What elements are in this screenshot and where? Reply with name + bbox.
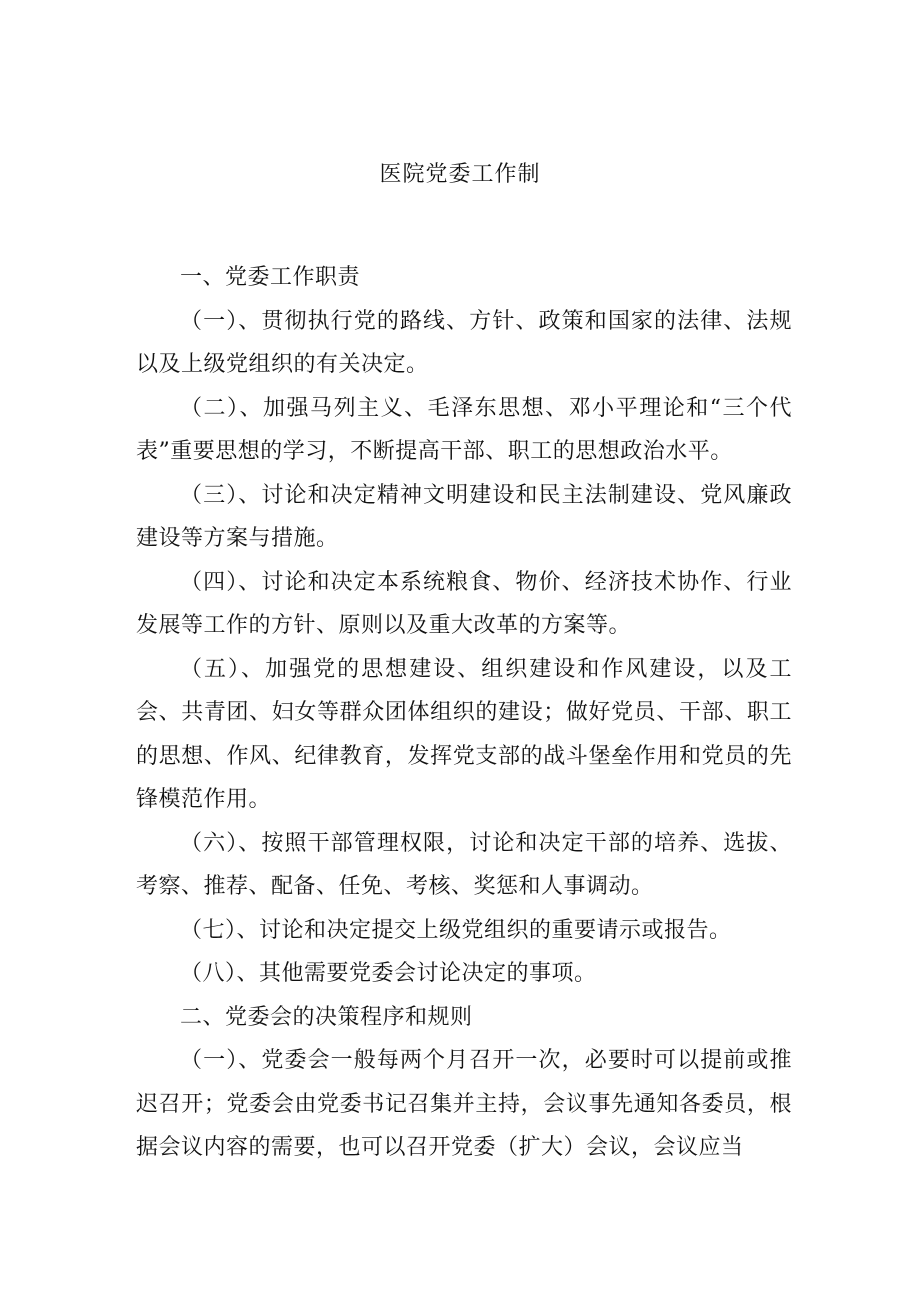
section1-item-4: （四）、讨论和决定本系统粮食、物价、经济技术协作、行业发展等工作的方针、原则以及重大改革的方案等。 xyxy=(136,569,792,638)
section1-item-8: （八）、其他需要党委会讨论决定的事项。 xyxy=(180,961,597,986)
section1-item-2: （二）、加强马列主义、毛泽东思想、邓小平理论和“三个代表”重要思想的学习，不断提高干部、职工的思想政治水平。 xyxy=(136,395,792,464)
section-heading-1: 一、党委工作职责 xyxy=(180,265,361,290)
section2-item-1: （一）、党委会一般每两个月召开一次，必要时可以提前或推迟召开；党委会由党委书记召集并主持，会议事先通知各委员，根据会议内容的需要，也可以召开党委（扩大）会议，会议应当 xyxy=(136,1048,792,1160)
document-title: 医院党委工作制 xyxy=(379,162,541,187)
section1-item-7: （七）、讨论和决定提交上级党组织的重要请示或报告。 xyxy=(180,917,732,943)
document-body xyxy=(136,256,792,1170)
section1-item-5: （五）、加强党的思想建设、组织建设和作风建设，以及工会、共青团、妇女等群众团体组织的建设；做好党员、干部、职工的思想、作风、纪律教育，发挥党支部的战斗堡垒作用和党员的先锋模范作用。 xyxy=(136,656,792,812)
section1-item-1: （一）、贯彻执行党的路线、方针、政策和国家的法律、法规以及上级党组织的有关决定。 xyxy=(136,308,792,377)
section1-item-6: （六）、按照干部管理权限，讨论和决定干部的培养、选拔、考察、推荐、配备、任免、考核、奖惩和人事调动。 xyxy=(136,830,792,899)
section-heading-2: 二、党委会的决策程序和规则 xyxy=(180,1004,473,1030)
section1-item-3: （三）、讨论和决定精神文明建设和民主法制建设、党风廉政建设等方案与措施。 xyxy=(136,482,792,551)
